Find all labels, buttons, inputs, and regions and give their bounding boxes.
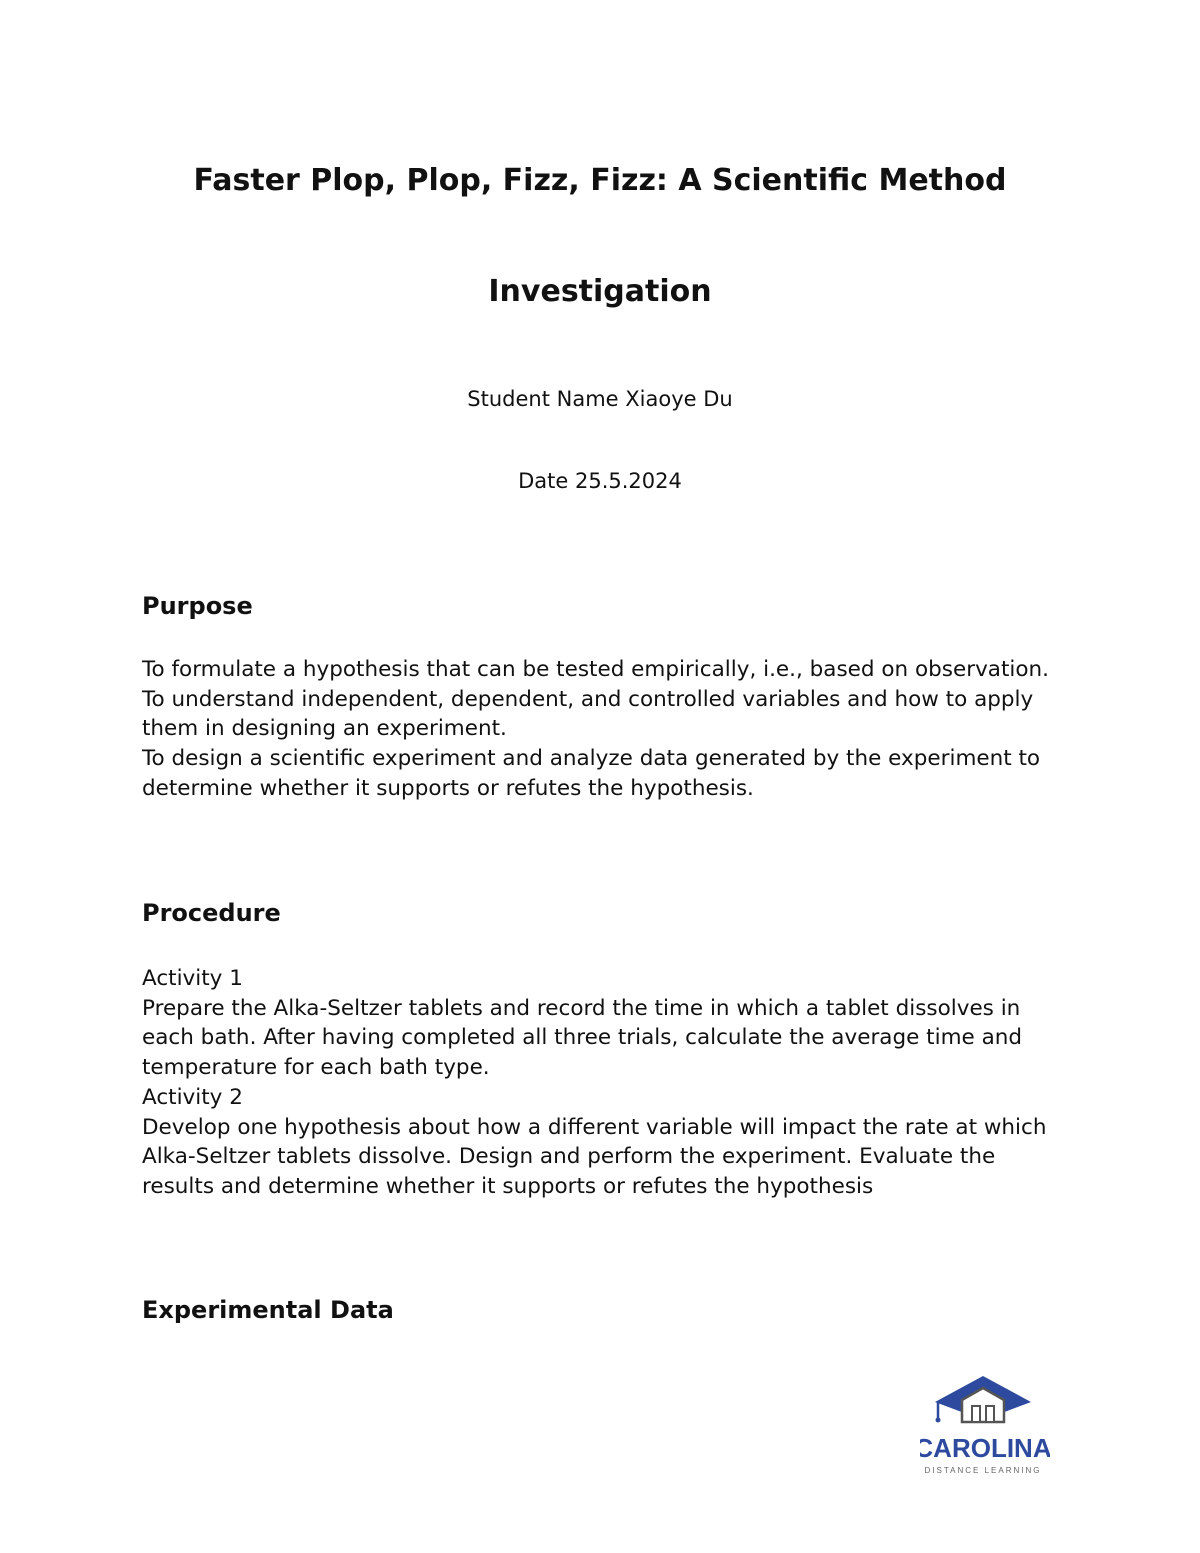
experimental-data-heading: Experimental Data [142, 1296, 394, 1324]
purpose-paragraph: To understand independent, dependent, and controlled variables and how to apply them in designing an experiment. [142, 686, 1034, 742]
carolina-logo [920, 1370, 1050, 1480]
logo-wordmark: CAROLINA [920, 1433, 1050, 1463]
document-date: Date 25.5.2024 [518, 469, 682, 493]
student-name: Student Name Xiaoye Du [467, 387, 733, 411]
activity-2-text: Develop one hypothesis about how a different variable will impact the rate at which Alka-Seltzer tablets dissolve. Design and perform the experiment. Evaluate the results and determine whether it supports or refutes the hypothesis [142, 1114, 1047, 1199]
procedure-section [142, 964, 1072, 1202]
purpose-paragraph: To design a scientific experiment and analyze data generated by the experiment to determine whether it supports or refutes the hypothesis. [142, 746, 1041, 801]
procedure-heading: Procedure [142, 899, 281, 927]
activity-1-text: Prepare the Alka-Seltzer tablets and record the time in which a tablet dissolves in each bath. After having completed all three trials, calculate the average time and temperature for each bath type. [142, 995, 1023, 1081]
purpose-heading: Purpose [142, 592, 253, 620]
purpose-section [142, 655, 1072, 804]
activity-1-label: Activity 1 [142, 966, 243, 991]
logo-subtitle: DISTANCE LEARNING [924, 1466, 1042, 1475]
graduation-house-icon [920, 1370, 1050, 1480]
document-title-line-2: Investigation [488, 274, 712, 309]
activity-2-label: Activity 2 [142, 1084, 243, 1110]
document-title-line-1: Faster Plop, Plop, Fizz, Fizz: A Scientific Method [193, 163, 1007, 198]
purpose-paragraph: To formulate a hypothesis that can be tested empirically, i.e., based on observation. [142, 657, 1049, 682]
